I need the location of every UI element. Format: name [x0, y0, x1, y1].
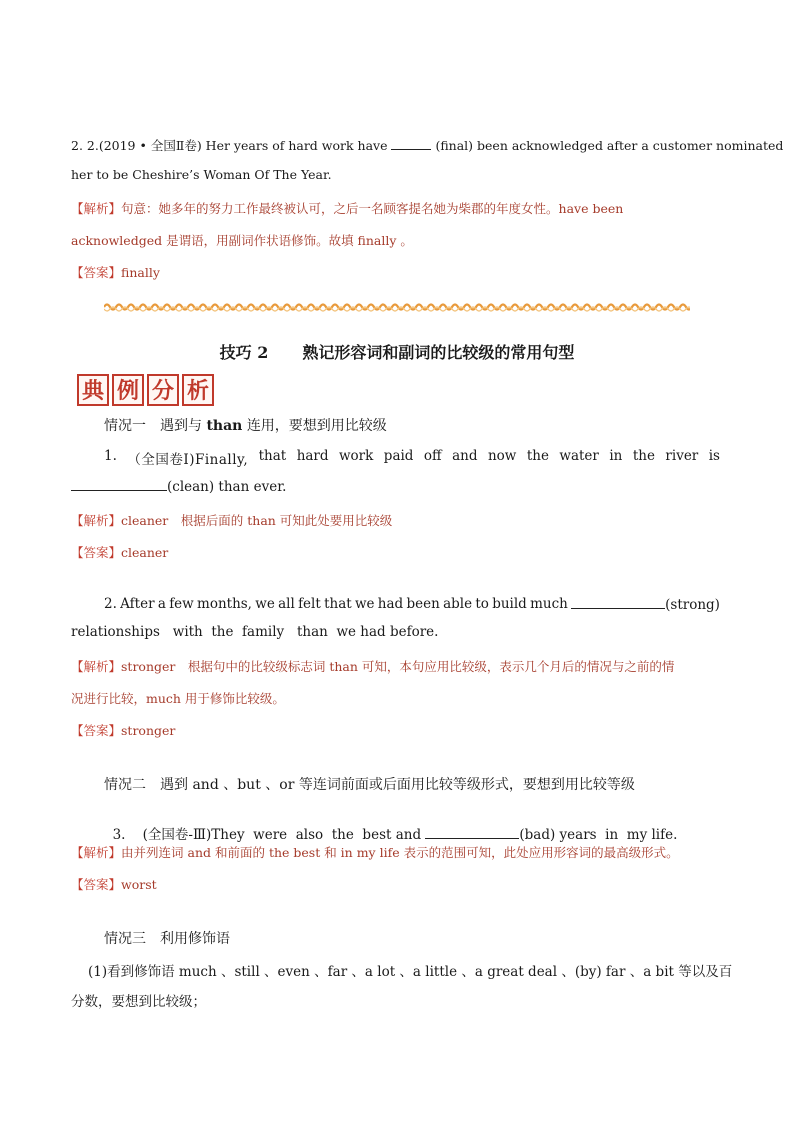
word: that — [258, 448, 287, 464]
word: is — [708, 448, 720, 464]
word: work — [339, 448, 374, 464]
jiexi-tag: 【解析】 — [71, 659, 122, 674]
case1-question-line1 — [104, 448, 720, 468]
question-text: (bad) years in my life. — [519, 827, 678, 843]
word: few — [169, 596, 194, 612]
jiexi-text: stronger 根据句中的比较级标志词 than 可知，本句应用比较级，表示几个月后的情况与之前的情 — [121, 659, 675, 674]
answer-blank[interactable] — [391, 137, 431, 150]
answer-tag: 【答案】 — [71, 723, 122, 738]
answer-text: cleaner — [121, 545, 169, 560]
answer-text: stronger — [121, 723, 176, 738]
answer-tag: 【答案】 — [71, 877, 122, 892]
word: (strong) — [665, 597, 720, 613]
word: off — [423, 448, 442, 464]
answer-text: finally — [121, 265, 160, 280]
skill-label: 技巧 2 — [219, 343, 269, 362]
jiexi-tag: 【解析】 — [71, 845, 122, 860]
question-number: 3. — [112, 827, 126, 843]
question-source: （全国卷Ⅰ)Finally, — [127, 452, 249, 468]
word: After — [120, 596, 155, 612]
word: hard — [296, 448, 329, 464]
answer-blank[interactable] — [71, 478, 167, 491]
question-text: (clean) than ever. — [167, 479, 287, 495]
case1-title — [104, 415, 387, 435]
word: water — [559, 448, 599, 464]
q2-text: (final) been acknowledged after a customer nominated — [435, 138, 784, 153]
word: build — [492, 596, 527, 612]
question-number: 1. — [104, 448, 117, 464]
case3-line1: (1)看到修饰语 much 、still 、even 、far 、a lot 、a little 、a great deal 、(by) far 、a bit 等以及百 — [88, 964, 733, 980]
q2b-line1 — [104, 596, 720, 613]
q2-number: 2. 2.(2019 • 全国Ⅱ卷) Her years of hard work have — [71, 138, 388, 153]
jiexi-tag: 【解析】 — [71, 201, 122, 216]
word: paid — [383, 448, 414, 464]
q2-line2: her to be Cheshire’s Woman Of The Year. — [71, 167, 332, 182]
word: to — [475, 596, 489, 612]
q2-answer — [71, 263, 723, 281]
case1-title-bold: than — [206, 418, 243, 434]
q2b-jiexi-line1 — [71, 657, 723, 675]
word: we — [255, 596, 275, 612]
jiexi-tag: 【解析】 — [71, 513, 122, 528]
badge-char: 析 — [182, 374, 214, 406]
case1-title-post: 连用，要想到用比较级 — [246, 418, 387, 434]
answer-text: worst — [121, 877, 157, 892]
q2-jiexi-line1 — [71, 199, 723, 217]
q2b-line2: relationships with the family than we had before. — [71, 624, 439, 640]
case3-line2: 分数，要想到比较级； — [71, 994, 206, 1010]
case1-question-line2 — [71, 478, 723, 495]
word: in — [609, 448, 623, 464]
badge-char: 典 — [77, 374, 109, 406]
word: river — [665, 448, 699, 464]
wavy-divider — [104, 300, 690, 314]
badge-char: 例 — [112, 374, 144, 406]
word: felt — [298, 596, 321, 612]
jiexi-text: 句意：她多年的努力工作最终被认可，之后一名顾客提名她为柴郡的年度女性。have been — [121, 201, 624, 216]
case1-answer — [71, 543, 723, 561]
word: months, — [197, 596, 252, 612]
word: the — [526, 448, 549, 464]
question-text: (全国卷-Ⅲ)They were also the best and — [142, 827, 422, 843]
word: and — [452, 448, 478, 464]
case3-title: 情况三 利用修饰语 — [104, 931, 230, 947]
q2-jiexi-line2: acknowledged 是谓语，用副词作状语修饰。故填 finally 。 — [71, 233, 413, 248]
typical-example-badge — [77, 374, 214, 406]
case2-title: 情况二 遇到 and 、but 、or 等连词前面或后面用比较等级形式，要想到用比较等级 — [104, 777, 635, 793]
question-number: 2. — [104, 596, 117, 612]
answer-tag: 【答案】 — [71, 265, 122, 280]
word: that — [324, 596, 352, 612]
word: been — [406, 596, 440, 612]
jiexi-text: 由并列连词 and 和前面的 the best 和 in my life 表示的范围可知，此处应用形容词的最高级形式。 — [121, 845, 679, 860]
skill-title: 熟记形容词和副词的比较级的常用句型 — [302, 343, 575, 362]
word: now — [487, 448, 517, 464]
case2-answer — [71, 875, 723, 893]
word: we — [354, 596, 375, 612]
answer-tag: 【答案】 — [71, 545, 122, 560]
word: had — [377, 596, 404, 612]
case2-jiexi — [71, 843, 723, 861]
case1-title-pre: 情况一 遇到与 — [104, 418, 202, 434]
jiexi-text: cleaner 根据后面的 than 可知此处要用比较级 — [121, 513, 393, 528]
q2b-answer — [71, 721, 723, 739]
word: all — [278, 596, 295, 612]
answer-blank[interactable] — [425, 826, 519, 839]
badge-char: 分 — [147, 374, 179, 406]
q2-line1 — [71, 136, 784, 154]
case1-jiexi — [71, 511, 723, 529]
answer-blank[interactable] — [571, 596, 665, 609]
q2b-jiexi-line2: 况进行比较，much 用于修饰比较级。 — [71, 691, 285, 706]
word: a — [157, 596, 166, 612]
case2-question — [104, 807, 756, 843]
word: the — [632, 448, 655, 464]
word: much — [530, 596, 568, 612]
skill-heading — [0, 340, 794, 363]
word: able — [443, 596, 473, 612]
